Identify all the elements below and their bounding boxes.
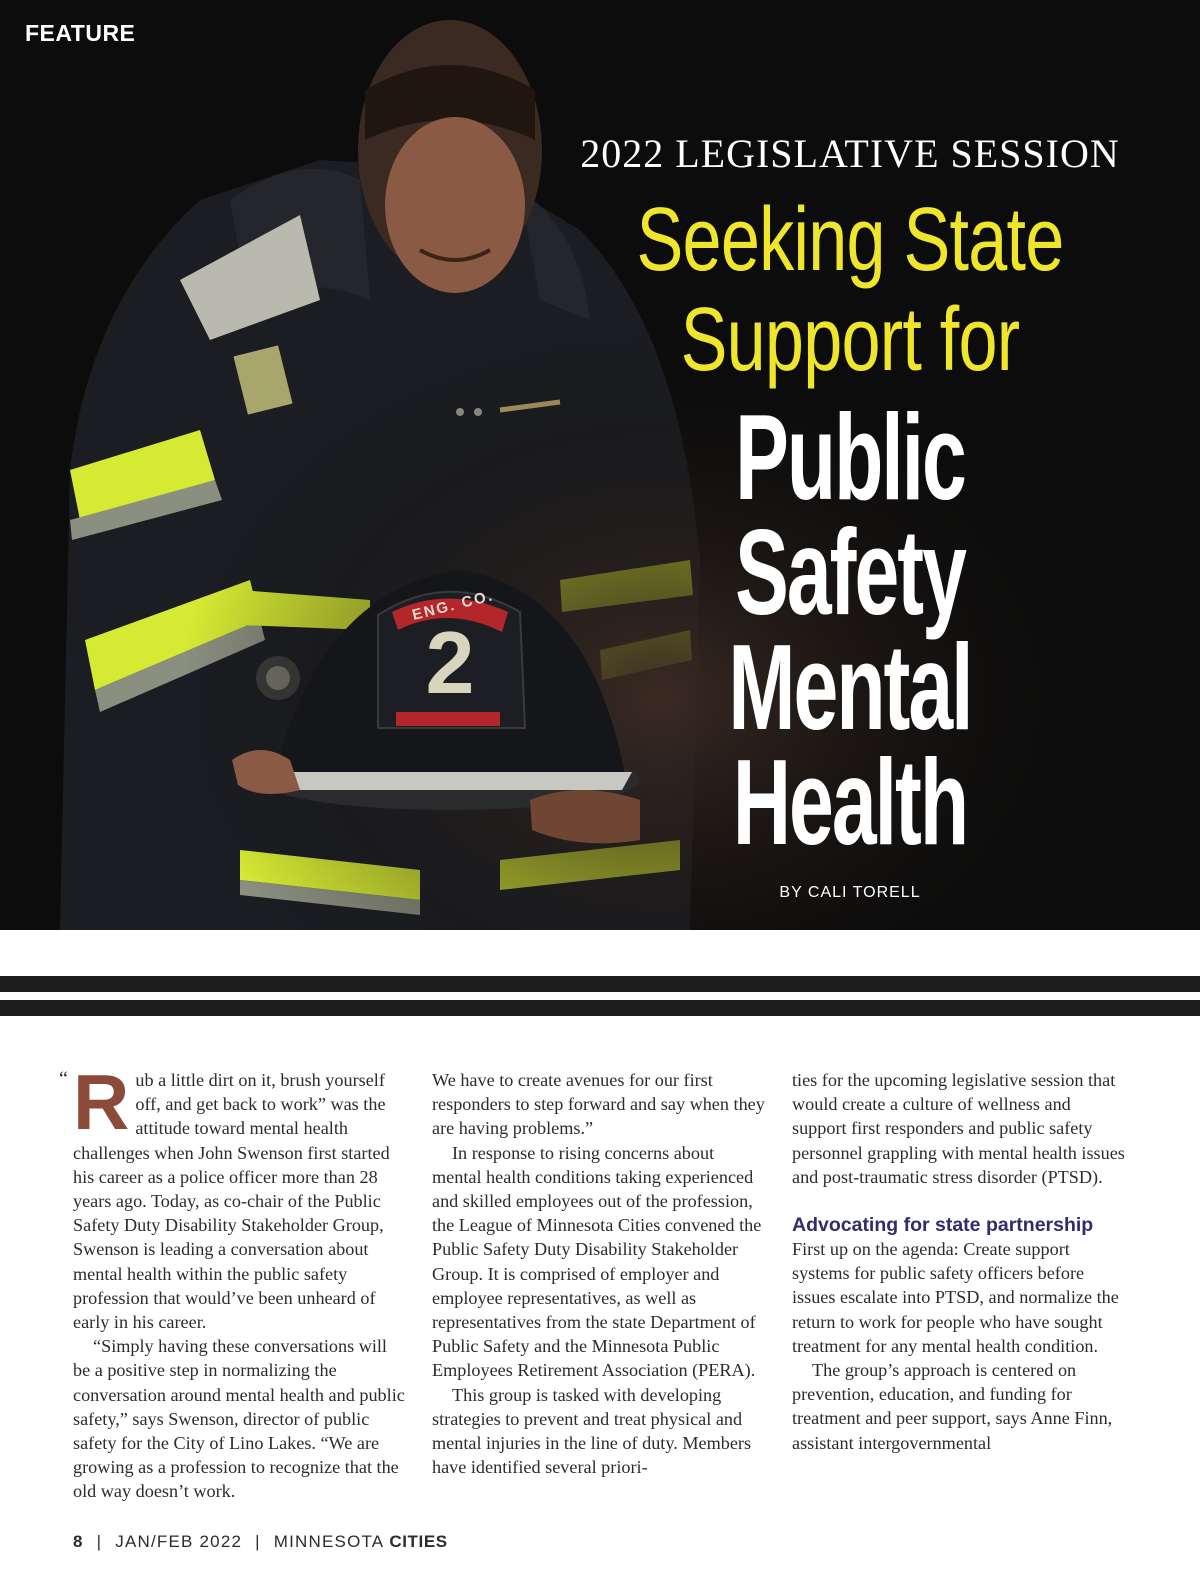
helmet-badge-number: 2 <box>425 613 475 712</box>
headline-bold-line: Health <box>732 734 968 870</box>
issue-date: JAN/FEB 2022 <box>115 1532 243 1551</box>
divider-rule <box>0 1000 1200 1016</box>
headline-bold-line: Public <box>735 389 965 525</box>
helmet-badge-label: ENG. CO. <box>410 587 496 624</box>
headline-light <box>624 190 1076 390</box>
open-quote-mark: “ <box>59 1068 68 1090</box>
article-column-1 <box>73 1058 408 1504</box>
byline: BY CALI TORELL <box>779 884 921 901</box>
headline-light-line: Seeking State <box>636 190 1064 290</box>
headline-bold-line: Mental <box>728 619 972 755</box>
drop-cap: R <box>73 1058 130 1146</box>
paragraph: This group is tasked with developing strategies to prevent and treat physical and mental injuries in the line of duty. Members have identified several priori- <box>432 1384 752 1478</box>
divider-rule <box>0 976 1200 992</box>
footer-separator: | <box>96 1532 103 1551</box>
paragraph: We have to create avenues for our first responders to step forward and say when they are having problems.” <box>432 1070 765 1139</box>
article-column-2 <box>432 1068 767 1479</box>
paragraph: First up on the agenda: Create support systems for public safety officers before issues escalate into PTSD, and normalize the return to work for people who have sought treatment for any mental health condition. <box>792 1239 1119 1356</box>
article-column-3 <box>792 1068 1127 1455</box>
paragraph: ties for the upcoming legislative session that would create a culture of wellness and support first responders and public safety personnel grappling with mental health issues and post-traumatic stress disorder (PTSD). <box>792 1070 1125 1187</box>
page-footer <box>73 1532 448 1552</box>
headline-bold-line: Safety <box>735 504 965 640</box>
subheading: Advocating for state partnership <box>792 1214 1094 1237</box>
publication-name: MINNESOTA <box>273 1532 384 1551</box>
paragraph <box>73 1058 408 1334</box>
publication-brand: CITIES <box>389 1532 448 1551</box>
paragraph: The group’s approach is centered on prevention, education, and funding for treatment and peer support, says Anne Finn, assistant intergovernmental <box>792 1360 1113 1453</box>
paragraph: “Simply having these conversations will be a positive step in normalizing the conversation around mental health and public safety,” says Swenson, director of public safety for the City of Lino Lakes. “We are growing as a profession to recognize that the old way doesn’t work. <box>73 1336 405 1502</box>
paragraph-text: ub a little dirt on it, brush yourself off, and get back to work” was the attitude toward mental health challenges when John Swenson first started his career as a police officer more than 28 years ago. Today, as co-chair of the Public Safety Duty Disability Stakeholder Group, Swenson is leading a conversation about mental health within the public safety profession that would’ve been unheard of early in his career. <box>73 1070 390 1333</box>
section-label: FEATURE <box>25 20 136 46</box>
headline-bold <box>659 389 1042 870</box>
paragraph: In response to rising concerns about mental health conditions taking experienced and skilled employees out of the profession, the League of Minnesota Cities convened the Public Safety Duty Disability Stakeholder Group. It is comprised of employer and employee representatives, as well as representatives from the state Department of Public Safety and the Minnesota Public Employees Retirement Association (PERA). <box>432 1142 762 1381</box>
page-number: 8 <box>73 1532 84 1551</box>
headline-light-line: Support for <box>680 290 1020 390</box>
footer-separator: | <box>255 1532 261 1551</box>
kicker: 2022 LEGISLATIVE SESSION <box>580 131 1120 176</box>
